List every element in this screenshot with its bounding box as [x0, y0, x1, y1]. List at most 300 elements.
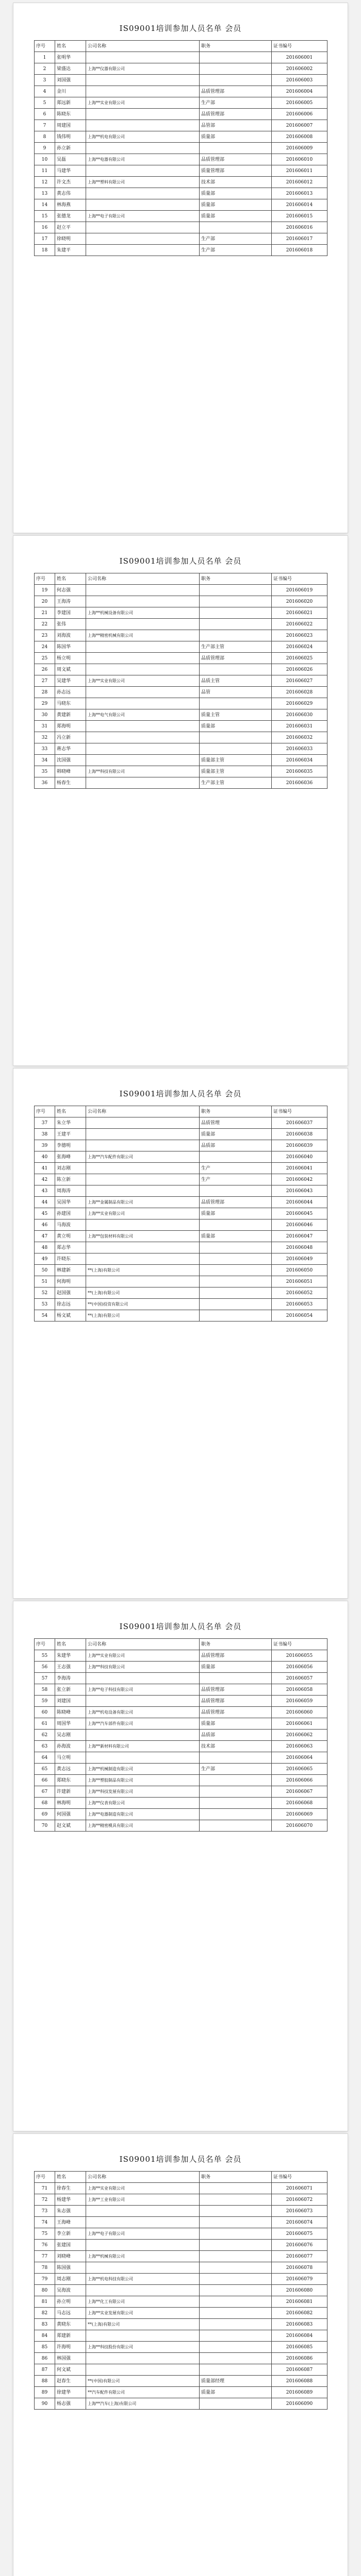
cell-certificate: 201606085 — [272, 2342, 327, 2353]
cell-position: 质量主管 — [200, 709, 272, 721]
cell-certificate: 201606077 — [272, 2251, 327, 2262]
cell-certificate: 201606050 — [272, 1265, 327, 1276]
cell-index: 46 — [35, 1219, 55, 1231]
header-position: 职务 — [200, 2172, 272, 2183]
cell-name: 张明华 — [55, 52, 86, 63]
cell-name: 许海明 — [55, 2342, 86, 2353]
table-row — [35, 2342, 327, 2353]
cell-company — [86, 233, 200, 245]
cell-certificate: 201606087 — [272, 2364, 327, 2376]
cell-company: 上海**机电科技有限公司 — [86, 2274, 200, 2285]
table-row — [35, 109, 327, 120]
member-table — [34, 2171, 327, 2410]
cell-position: 技术部 — [200, 177, 272, 188]
cell-company: **(上海)有限公司 — [86, 1287, 200, 1299]
table-row — [35, 1117, 327, 1129]
table-header — [35, 1639, 327, 1650]
cell-name: 陈立新 — [55, 1174, 86, 1185]
cell-index: 72 — [35, 2194, 55, 2206]
cell-company: 上海**机械制造有限公司 — [86, 1764, 200, 1775]
cell-certificate: 201606062 — [272, 1730, 327, 1741]
cell-certificate: 201606040 — [272, 1151, 327, 1163]
cell-name: 孙建国 — [55, 1208, 86, 1219]
cell-company — [86, 1752, 200, 1764]
cell-company: **(上海)有限公司 — [86, 1265, 200, 1276]
cell-position — [200, 52, 272, 63]
cell-certificate: 201606075 — [272, 2228, 327, 2240]
cell-certificate: 201606028 — [272, 687, 327, 698]
cell-name: 朱立华 — [55, 1117, 86, 1129]
table-row — [35, 1140, 327, 1151]
cell-index: 26 — [35, 664, 55, 675]
member-table — [34, 1106, 327, 1321]
cell-position: 质量部 — [200, 1208, 272, 1219]
cell-index: 85 — [35, 2342, 55, 2353]
table-row — [35, 766, 327, 777]
cell-index: 8 — [35, 131, 55, 143]
page-title: IS09001培训参加人员名单 会员 — [119, 1622, 242, 1631]
cell-certificate: 201606082 — [272, 2308, 327, 2319]
document-page-3 — [13, 1069, 348, 1598]
cell-name: 马海波 — [55, 1219, 86, 1231]
cell-position — [200, 2398, 272, 2410]
cell-name: 马立明 — [55, 1752, 86, 1764]
cell-name: 刘海波 — [55, 630, 86, 641]
table-row — [35, 1809, 327, 1820]
cell-position: 品质管理部 — [200, 1684, 272, 1696]
cell-name: 周海涛 — [55, 1185, 86, 1197]
table-row — [35, 2251, 327, 2262]
cell-company — [86, 143, 200, 154]
cell-name: 许建新 — [55, 1786, 86, 1798]
cell-name: 张德龙 — [55, 211, 86, 222]
cell-company — [86, 653, 200, 664]
cell-index: 58 — [35, 1684, 55, 1696]
cell-certificate: 201606020 — [272, 596, 327, 607]
cell-certificate: 201606039 — [272, 1140, 327, 1151]
cell-index: 88 — [35, 2376, 55, 2387]
cell-index: 24 — [35, 641, 55, 653]
cell-company — [86, 1673, 200, 1684]
member-table — [34, 40, 327, 256]
cell-company — [86, 2206, 200, 2217]
cell-name: 周建国 — [55, 120, 86, 131]
table-row — [35, 2308, 327, 2319]
header-position: 职务 — [200, 41, 272, 52]
cell-index: 73 — [35, 2206, 55, 2217]
header-company: 公司名称 — [86, 1106, 200, 1117]
cell-index: 4 — [35, 86, 55, 97]
cell-certificate: 201606080 — [272, 2285, 327, 2296]
table-header — [35, 1106, 327, 1117]
table-header — [35, 41, 327, 52]
header-index: 序号 — [35, 1639, 55, 1650]
table-body — [35, 1117, 327, 1321]
cell-position — [200, 2228, 272, 2240]
cell-index: 17 — [35, 233, 55, 245]
cell-company: 上海**电子有限公司 — [86, 211, 200, 222]
table-row — [35, 698, 327, 709]
cell-company — [86, 1163, 200, 1174]
cell-index: 71 — [35, 2183, 55, 2194]
cell-company — [86, 2262, 200, 2274]
cell-position: 质量部 — [200, 2387, 272, 2398]
cell-position — [200, 664, 272, 675]
header-index: 序号 — [35, 1106, 55, 1117]
cell-index: 9 — [35, 143, 55, 154]
cell-index: 51 — [35, 1276, 55, 1287]
table-row — [35, 743, 327, 755]
cell-certificate: 201606089 — [272, 2387, 327, 2398]
cell-name: 张海峰 — [55, 1151, 86, 1163]
member-table — [34, 1638, 327, 1832]
table-row — [35, 1820, 327, 1832]
cell-position: 品质部 — [200, 1730, 272, 1741]
cell-company — [86, 1140, 200, 1151]
cell-name: 黄晓东 — [55, 2319, 86, 2330]
cell-company — [86, 596, 200, 607]
cell-company — [86, 75, 200, 86]
cell-certificate: 201606031 — [272, 721, 327, 732]
cell-name: 何志强 — [55, 585, 86, 596]
cell-name: 张建国 — [55, 2240, 86, 2251]
cell-index: 13 — [35, 188, 55, 199]
table-row — [35, 1151, 327, 1163]
cell-certificate: 201606013 — [272, 188, 327, 199]
cell-company — [86, 165, 200, 177]
cell-index: 89 — [35, 2387, 55, 2398]
cell-certificate: 201606043 — [272, 1185, 327, 1197]
cell-position: 生产 — [200, 1163, 272, 1174]
cell-position — [200, 2251, 272, 2262]
table-row — [35, 1163, 327, 1174]
cell-position: 生产部主管 — [200, 777, 272, 789]
cell-index: 69 — [35, 1809, 55, 1820]
cell-company — [86, 2353, 200, 2364]
cell-company: 上海**电器制造有限公司 — [86, 1809, 200, 1820]
cell-certificate: 201606061 — [272, 1718, 327, 1730]
cell-index: 15 — [35, 211, 55, 222]
table-row — [35, 1253, 327, 1265]
cell-index: 1 — [35, 52, 55, 63]
cell-name: 徐志远 — [55, 1299, 86, 1310]
table-row — [35, 2228, 327, 2240]
cell-name: 周国华 — [55, 1718, 86, 1730]
cell-index: 37 — [35, 1117, 55, 1129]
cell-index: 90 — [35, 2398, 55, 2410]
cell-index: 25 — [35, 653, 55, 664]
cell-position: 品质部 — [200, 1140, 272, 1151]
cell-position — [200, 1219, 272, 1231]
header-company: 公司名称 — [86, 573, 200, 585]
cell-name: 朱建平 — [55, 245, 86, 256]
cell-index: 56 — [35, 1662, 55, 1673]
table-row — [35, 1650, 327, 1662]
table-row — [35, 131, 327, 143]
cell-position — [200, 1310, 272, 1321]
cell-index: 61 — [35, 1718, 55, 1730]
cell-certificate: 201606042 — [272, 1174, 327, 1185]
cell-position — [200, 1775, 272, 1786]
cell-company: 上海**仪器有限公司 — [86, 63, 200, 75]
cell-company: 上海**科技有限公司 — [86, 766, 200, 777]
table-row — [35, 641, 327, 653]
cell-company — [86, 732, 200, 743]
cell-name: 杨文斌 — [55, 1310, 86, 1321]
cell-company — [86, 641, 200, 653]
cell-index: 74 — [35, 2217, 55, 2228]
cell-position — [200, 698, 272, 709]
cell-position — [200, 2194, 272, 2206]
cell-company — [86, 1174, 200, 1185]
page-title: IS09001培训参加人员名单 会员 — [119, 2155, 242, 2164]
cell-certificate: 201606044 — [272, 1197, 327, 1208]
table-row — [35, 687, 327, 698]
cell-name: 王志强 — [55, 1662, 86, 1673]
header-certificate: 证书编号 — [272, 2172, 327, 2183]
table-row — [35, 177, 327, 188]
cell-name: 吴志刚 — [55, 1730, 86, 1741]
cell-company — [86, 755, 200, 766]
table-row — [35, 607, 327, 619]
cell-company — [86, 86, 200, 97]
cell-index: 48 — [35, 1242, 55, 1253]
cell-certificate: 201606060 — [272, 1707, 327, 1718]
cell-position — [200, 2183, 272, 2194]
cell-index: 31 — [35, 721, 55, 732]
cell-name: 郑建新 — [55, 2330, 86, 2342]
cell-company — [86, 698, 200, 709]
cell-certificate: 201606053 — [272, 1299, 327, 1310]
table-row — [35, 211, 327, 222]
cell-certificate: 201606047 — [272, 1231, 327, 1242]
document-page-1 — [13, 3, 348, 533]
cell-index: 29 — [35, 698, 55, 709]
cell-name: 何文斌 — [55, 2364, 86, 2376]
cell-certificate: 201606068 — [272, 1798, 327, 1809]
cell-name: 冯立新 — [55, 732, 86, 743]
cell-index: 11 — [35, 165, 55, 177]
cell-name: 徐晓明 — [55, 233, 86, 245]
cell-certificate: 201606029 — [272, 698, 327, 709]
table-row — [35, 2387, 327, 2398]
cell-name: 周志刚 — [55, 2274, 86, 2285]
table-row — [35, 86, 327, 97]
table-row — [35, 709, 327, 721]
table-row — [35, 1718, 327, 1730]
cell-company — [86, 2240, 200, 2251]
cell-name: 赵春生 — [55, 2376, 86, 2387]
cell-certificate: 201606048 — [272, 1242, 327, 1253]
cell-certificate: 201606056 — [272, 1662, 327, 1673]
cell-name: 王建平 — [55, 1129, 86, 1140]
cell-name: 梁盛达 — [55, 63, 86, 75]
cell-position: 品质管理 — [200, 1117, 272, 1129]
cell-company — [86, 619, 200, 630]
table-row — [35, 75, 327, 86]
cell-company: 上海**包装材料有限公司 — [86, 1231, 200, 1242]
table-row — [35, 2296, 327, 2308]
cell-position: 质量部 — [200, 199, 272, 211]
cell-position: 质量部主管 — [200, 766, 272, 777]
table-row — [35, 721, 327, 732]
cell-name: 朱志强 — [55, 2206, 86, 2217]
cell-position — [200, 596, 272, 607]
cell-index: 68 — [35, 1798, 55, 1809]
cell-certificate: 201606033 — [272, 743, 327, 755]
header-name: 姓名 — [55, 1639, 86, 1650]
cell-name: 马晓东 — [55, 698, 86, 709]
cell-position — [200, 1242, 272, 1253]
cell-index: 67 — [35, 1786, 55, 1798]
header-company: 公司名称 — [86, 1639, 200, 1650]
header-position: 职务 — [200, 1639, 272, 1650]
cell-position: 质量部 — [200, 1662, 272, 1673]
header-name: 姓名 — [55, 573, 86, 585]
cell-name: 金川 — [55, 86, 86, 97]
cell-certificate: 201606066 — [272, 1775, 327, 1786]
table-header — [35, 573, 327, 585]
table-body — [35, 1650, 327, 1832]
cell-name: 张伟 — [55, 619, 86, 630]
cell-name: 朱建华 — [55, 1650, 86, 1662]
cell-index: 18 — [35, 245, 55, 256]
table-row — [35, 1673, 327, 1684]
table-row — [35, 1752, 327, 1764]
cell-company: 上海**电气有限公司 — [86, 709, 200, 721]
table-row — [35, 63, 327, 75]
table-body — [35, 2183, 327, 2410]
cell-name: 杨志强 — [55, 2398, 86, 2410]
cell-position — [200, 2285, 272, 2296]
table-row — [35, 233, 327, 245]
table-row — [35, 1764, 327, 1775]
cell-name: 林海燕 — [55, 199, 86, 211]
cell-certificate: 201606072 — [272, 2194, 327, 2206]
cell-index: 41 — [35, 1163, 55, 1174]
cell-name: 吴建华 — [55, 675, 86, 687]
cell-certificate: 201606083 — [272, 2319, 327, 2330]
cell-company — [86, 687, 200, 698]
cell-company — [86, 188, 200, 199]
table-row — [35, 2364, 327, 2376]
cell-company: 上海**实业有限公司 — [86, 675, 200, 687]
cell-name: 张立新 — [55, 1684, 86, 1696]
table-row — [35, 1276, 327, 1287]
cell-company: 上海**新材料有限公司 — [86, 1741, 200, 1752]
cell-certificate: 201606011 — [272, 165, 327, 177]
cell-company: 上海**机械有限公司 — [86, 2251, 200, 2262]
cell-index: 49 — [35, 1253, 55, 1265]
cell-name: 沈国强 — [55, 755, 86, 766]
cell-company — [86, 1730, 200, 1741]
table-row — [35, 222, 327, 233]
table-row — [35, 1129, 327, 1140]
cell-certificate: 201606023 — [272, 630, 327, 641]
cell-certificate: 201606014 — [272, 199, 327, 211]
member-table — [34, 573, 327, 789]
cell-company — [86, 721, 200, 732]
cell-certificate: 201606037 — [272, 1117, 327, 1129]
cell-certificate: 201606065 — [272, 1764, 327, 1775]
cell-certificate: 201606010 — [272, 154, 327, 165]
document-page-2 — [13, 536, 348, 1065]
cell-company: 上海**实业发展有限公司 — [86, 2308, 200, 2319]
cell-name: 陈晓东 — [55, 109, 86, 120]
cell-certificate: 201606079 — [272, 2274, 327, 2285]
cell-index: 59 — [35, 1696, 55, 1707]
cell-position: 质量部主管 — [200, 755, 272, 766]
cell-name: 徐建华 — [55, 2387, 86, 2398]
cell-certificate: 201606008 — [272, 131, 327, 143]
table-row — [35, 1786, 327, 1798]
cell-position — [200, 2353, 272, 2364]
cell-index: 53 — [35, 1299, 55, 1310]
cell-name: 吴国华 — [55, 1197, 86, 1208]
cell-company — [86, 2285, 200, 2296]
cell-certificate: 201606009 — [272, 143, 327, 154]
cell-position: 质量部 — [200, 1129, 272, 1140]
cell-name: 刘志刚 — [55, 1163, 86, 1174]
cell-name: 赵国强 — [55, 1287, 86, 1299]
table-row — [35, 2285, 327, 2296]
cell-certificate: 201606074 — [272, 2217, 327, 2228]
cell-company: 上海**机电有限公司 — [86, 131, 200, 143]
cell-certificate: 201606069 — [272, 1809, 327, 1820]
cell-index: 21 — [35, 607, 55, 619]
table-row — [35, 1174, 327, 1185]
cell-company: 上海**汽车配件有限公司 — [86, 1151, 200, 1163]
table-header-row — [35, 2172, 327, 2183]
page-title: IS09001培训参加人员名单 会员 — [119, 1089, 242, 1098]
cell-index: 52 — [35, 1287, 55, 1299]
table-row — [35, 1242, 327, 1253]
cell-certificate: 201606088 — [272, 2376, 327, 2387]
cell-certificate: 201606052 — [272, 1287, 327, 1299]
cell-certificate: 201606073 — [272, 2206, 327, 2217]
cell-company: 上海**实业有限公司 — [86, 1208, 200, 1219]
cell-position — [200, 619, 272, 630]
table-row — [35, 143, 327, 154]
cell-position: 质量部 — [200, 1231, 272, 1242]
cell-position: 质量部 — [200, 131, 272, 143]
cell-position — [200, 732, 272, 743]
document-page-4 — [13, 1601, 348, 2131]
cell-position — [200, 222, 272, 233]
table-row — [35, 52, 327, 63]
cell-name: 刘建国 — [55, 1696, 86, 1707]
cell-company: 上海**机电设备有限公司 — [86, 1707, 200, 1718]
cell-certificate: 201606058 — [272, 1684, 327, 1696]
cell-position — [200, 1151, 272, 1163]
table-row — [35, 1265, 327, 1276]
table-row — [35, 1798, 327, 1809]
cell-index: 39 — [35, 1140, 55, 1151]
table-row — [35, 2319, 327, 2330]
cell-certificate: 201606021 — [272, 607, 327, 619]
cell-certificate: 201606090 — [272, 2398, 327, 2410]
table-row — [35, 1231, 327, 1242]
table-row — [35, 1775, 327, 1786]
cell-company: 上海**仪表有限公司 — [86, 1798, 200, 1809]
cell-position: 技术部 — [200, 1741, 272, 1752]
cell-name: 林国强 — [55, 2353, 86, 2364]
cell-index: 81 — [35, 2296, 55, 2308]
table-row — [35, 619, 327, 630]
table-row — [35, 755, 327, 766]
cell-name: 杨春生 — [55, 777, 86, 789]
cell-index: 38 — [35, 1129, 55, 1140]
